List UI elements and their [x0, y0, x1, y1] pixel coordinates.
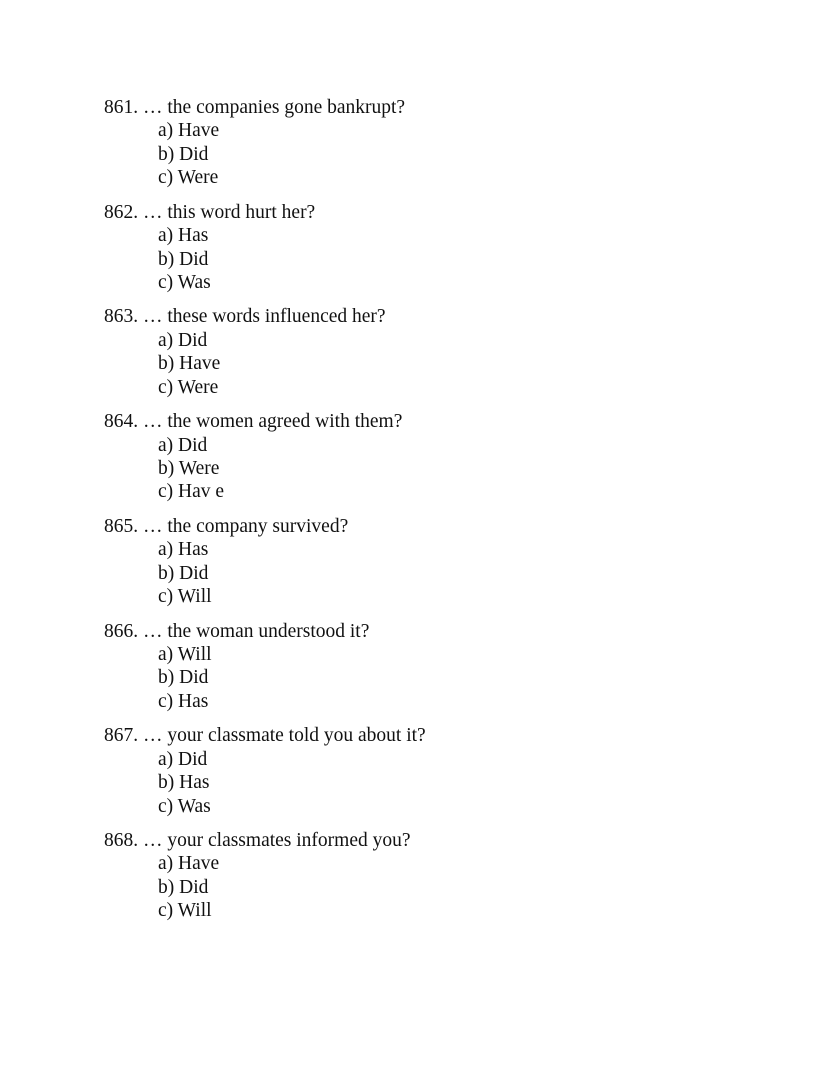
answer-option: a) Have	[158, 120, 220, 142]
question-number: 862.	[104, 201, 139, 223]
answer-options	[104, 852, 426, 922]
answer-option: c) Has	[158, 690, 209, 712]
question-text: … your classmates informed you?	[143, 830, 411, 852]
answer-option: a) Will	[158, 644, 212, 665]
answer-option: c) Were	[158, 376, 219, 398]
question-line	[104, 620, 426, 643]
question-number: 867.	[104, 725, 139, 747]
answer-option: c) Hav e	[158, 481, 225, 503]
answer-option: a) Has	[158, 539, 209, 561]
question-line	[104, 515, 426, 538]
answer-option: b) Has	[158, 772, 210, 794]
answer-option: c) Was	[158, 271, 211, 293]
answer-option: a) Did	[158, 329, 208, 351]
question-864	[104, 410, 426, 504]
answer-options	[104, 224, 426, 294]
question-867	[104, 724, 426, 818]
answer-option: c) Will	[158, 586, 212, 608]
question-line	[104, 724, 426, 747]
answer-option: b) Did	[158, 143, 209, 165]
answer-option: c) Was	[158, 795, 211, 817]
answer-option: a) Has	[158, 225, 209, 247]
answer-option: b) Did	[158, 667, 209, 689]
answer-option: b) Were	[158, 457, 220, 479]
question-text: … the women agreed with them?	[143, 411, 403, 433]
question-862	[104, 201, 426, 295]
question-865	[104, 515, 426, 609]
question-861	[104, 96, 426, 190]
question-number: 863.	[104, 306, 139, 328]
question-line	[104, 96, 426, 119]
answer-options	[104, 119, 426, 189]
question-line	[104, 829, 426, 852]
answer-option: b) Did	[158, 876, 209, 898]
question-list	[104, 96, 426, 934]
question-line	[104, 201, 426, 224]
question-text: … these words influenced her?	[143, 306, 386, 328]
answer-options	[104, 434, 426, 504]
question-number: 868.	[104, 830, 139, 852]
answer-option: b) Have	[158, 353, 221, 375]
answer-options	[104, 643, 426, 713]
question-868	[104, 829, 426, 923]
question-line	[104, 305, 426, 328]
answer-option: c) Will	[158, 900, 212, 922]
answer-option: a) Did	[158, 434, 208, 456]
question-number: 865.	[104, 515, 139, 537]
question-number: 864.	[104, 411, 139, 433]
answer-options	[104, 329, 426, 399]
question-text: … the companies gone bankrupt?	[143, 97, 406, 118]
question-number: 866.	[104, 620, 139, 642]
answer-options	[104, 748, 426, 818]
question-866	[104, 620, 426, 714]
answer-option: b) Did	[158, 562, 209, 584]
question-863	[104, 305, 426, 399]
question-number: 861.	[104, 97, 139, 118]
answer-option: c) Were	[158, 167, 219, 189]
question-text: … the company survived?	[143, 515, 349, 537]
answer-option: a) Have	[158, 853, 220, 875]
answer-options	[104, 538, 426, 608]
answer-option: a) Did	[158, 748, 208, 770]
question-text: … this word hurt her?	[143, 201, 316, 223]
answer-option: b) Did	[158, 248, 209, 270]
question-text: … your classmate told you about it?	[143, 725, 426, 747]
question-text: … the woman understood it?	[143, 620, 370, 642]
question-line	[104, 410, 426, 433]
